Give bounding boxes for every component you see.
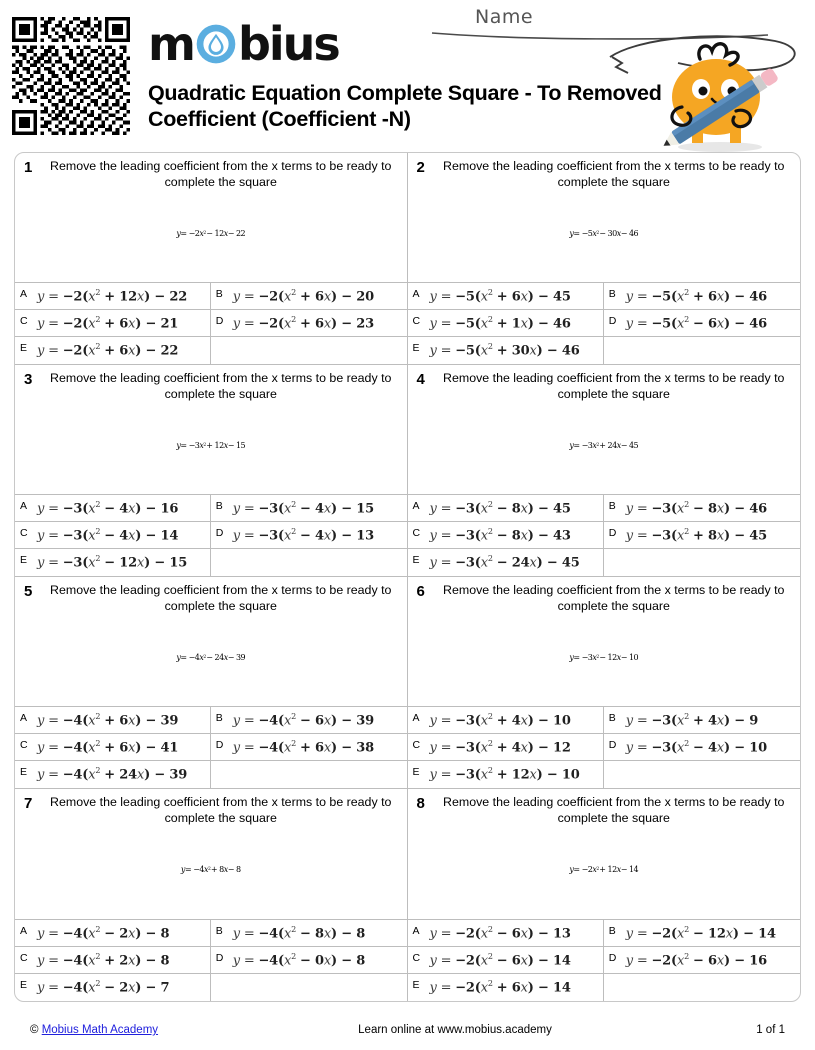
option-letter: C <box>20 952 28 964</box>
option-text: $y = -3(x^2 - 4x) - 14$ <box>37 526 179 544</box>
option-letter: C <box>20 315 28 327</box>
answer-option-e[interactable] <box>408 974 604 1001</box>
question-header <box>15 789 407 827</box>
question-number: 5 <box>24 583 33 600</box>
answer-row <box>408 761 801 788</box>
questions-grid <box>14 152 801 1002</box>
option-text: $y = -4(x^2 - 6x) - 39$ <box>232 711 374 729</box>
question-header <box>15 577 407 615</box>
option-text: $y = -3(x^2 + 12x) - 10$ <box>429 766 580 783</box>
answer-option-c[interactable] <box>15 734 211 760</box>
answer-option-empty <box>211 337 407 364</box>
question-number: 1 <box>24 159 33 176</box>
option-letter: E <box>20 554 28 566</box>
option-text: $y = -2(x^2 + 6x) - 23$ <box>232 314 374 332</box>
answer-row <box>15 522 407 549</box>
question-header <box>408 365 801 403</box>
question-prompt: Remove the leading coefficient from the x terms to be ready to complete the square <box>443 583 785 613</box>
option-letter: C <box>412 739 421 751</box>
answer-option-b[interactable] <box>211 707 407 733</box>
option-letter: C <box>20 527 28 539</box>
answer-row <box>408 974 801 1001</box>
option-letter: C <box>412 952 421 964</box>
answer-option-empty <box>604 974 800 1001</box>
answer-option-d[interactable] <box>211 310 407 336</box>
question-equation: y = −4 x 2 − 24 x − 39 <box>176 652 246 662</box>
question-prompt: Remove the leading coefficient from the x terms to be ready to complete the square <box>443 159 785 189</box>
answer-row <box>15 974 407 1001</box>
question-card-6 <box>408 577 801 789</box>
option-letter: B <box>608 500 616 512</box>
question-card-5 <box>15 577 408 789</box>
option-letter: E <box>20 766 28 778</box>
answer-option-d[interactable] <box>604 947 800 973</box>
question-card-8 <box>408 789 801 1001</box>
answer-option-e[interactable] <box>408 761 604 788</box>
option-letter: E <box>412 554 420 566</box>
answer-row <box>408 549 801 576</box>
answer-option-a[interactable] <box>408 920 604 946</box>
option-text: $y = -5(x^2 - 6x) - 46$ <box>625 314 767 332</box>
answer-option-empty <box>604 549 800 576</box>
answer-option-b[interactable] <box>604 920 800 946</box>
answer-option-e[interactable] <box>15 549 211 576</box>
option-letter: C <box>412 315 421 327</box>
answer-options <box>408 919 801 1001</box>
answer-option-empty <box>604 337 800 364</box>
question-number: 7 <box>24 795 33 812</box>
option-letter: D <box>215 739 224 751</box>
qr-code[interactable] <box>12 17 130 135</box>
option-text: $y = -5(x^2 + 6x) - 45$ <box>429 287 571 305</box>
option-letter: B <box>215 500 223 512</box>
option-text: $y = -3(x^2 - 4x) - 15$ <box>232 499 374 517</box>
option-letter: D <box>215 315 224 327</box>
option-text: $y = -4(x^2 + 24x) - 39$ <box>37 766 188 783</box>
answer-option-d[interactable] <box>211 734 407 760</box>
logo-text-right: bius <box>237 17 339 71</box>
option-letter: C <box>20 739 28 751</box>
answer-option-empty <box>211 761 407 788</box>
question-prompt: Remove the leading coefficient from the x terms to be ready to complete the square <box>50 159 392 189</box>
answer-option-c[interactable] <box>408 310 604 336</box>
answer-options <box>15 494 407 576</box>
answer-options <box>408 706 801 788</box>
answer-option-a[interactable] <box>15 920 211 946</box>
option-letter: B <box>215 925 223 937</box>
question-prompt: Remove the leading coefficient from the x terms to be ready to complete the square <box>50 583 392 613</box>
option-letter: B <box>215 288 223 300</box>
answer-option-c[interactable] <box>15 522 211 548</box>
answer-options <box>15 282 407 364</box>
question-equation: y = −2 x 2 + 12 x − 14 <box>569 865 639 875</box>
copyright-symbol: © <box>30 1024 39 1036</box>
option-text: $y = -2(x^2 - 6x) - 13$ <box>429 924 571 942</box>
question-prompt: Remove the leading coefficient from the x terms to be ready to complete the square <box>443 371 785 401</box>
question-card-4 <box>408 365 801 577</box>
question-header <box>15 153 407 191</box>
answer-options <box>15 919 407 1001</box>
answer-row <box>408 920 801 947</box>
option-letter: A <box>20 925 28 937</box>
question-header <box>408 789 801 827</box>
question-header <box>15 365 407 403</box>
option-text: $y = -3(x^2 + 4x) - 12$ <box>429 738 571 756</box>
answer-row <box>15 707 407 734</box>
question-header <box>408 153 801 191</box>
answer-option-d[interactable] <box>211 947 407 973</box>
question-card-7 <box>15 789 408 1001</box>
answer-option-empty <box>211 974 407 1001</box>
answer-row <box>408 310 801 337</box>
answer-option-c[interactable] <box>408 734 604 760</box>
answer-option-d[interactable] <box>604 734 800 760</box>
answer-option-a[interactable] <box>15 707 211 733</box>
question-number: 2 <box>416 159 425 176</box>
option-letter: B <box>215 712 223 724</box>
option-letter: D <box>608 739 617 751</box>
answer-row <box>15 920 407 947</box>
answer-row <box>15 283 407 310</box>
question-card-3 <box>15 365 408 577</box>
question-prompt: Remove the leading coefficient from the x terms to be ready to complete the square <box>50 371 392 401</box>
question-equation: y = −3 x 2 + 12 x − 15 <box>176 440 246 450</box>
question-prompt: Remove the leading coefficient from the x terms to be ready to complete the square <box>50 795 392 825</box>
option-text: $y = -4(x^2 + 6x) - 41$ <box>37 738 179 756</box>
question-card-2 <box>408 153 801 365</box>
question-prompt: Remove the leading coefficient from the x terms to be ready to complete the square <box>443 795 785 825</box>
question-card-1 <box>15 153 408 365</box>
answer-row <box>408 495 801 522</box>
answer-option-b[interactable] <box>604 495 800 521</box>
option-text: $y = -4(x^2 - 2x) - 8$ <box>37 924 170 942</box>
option-text: $y = -4(x^2 - 2x) - 7$ <box>37 979 170 996</box>
option-text: $y = -3(x^2 - 12x) - 15$ <box>37 554 188 571</box>
option-text: $y = -4(x^2 + 6x) - 39$ <box>37 711 179 729</box>
answer-option-e[interactable] <box>408 337 604 364</box>
option-text: $y = -2(x^2 - 12x) - 14$ <box>625 924 776 942</box>
answer-option-a[interactable] <box>408 707 604 733</box>
option-letter: E <box>412 342 420 354</box>
page-footer <box>0 1024 815 1036</box>
answer-option-e[interactable] <box>15 337 211 364</box>
answer-option-a[interactable] <box>408 495 604 521</box>
answer-row <box>408 337 801 364</box>
answer-row <box>15 761 407 788</box>
option-letter: A <box>20 712 28 724</box>
option-letter: B <box>608 925 616 937</box>
answer-option-empty <box>604 761 800 788</box>
answer-option-e[interactable] <box>15 761 211 788</box>
option-letter: D <box>608 527 617 539</box>
option-text: $y = -3(x^2 - 8x) - 45$ <box>429 499 571 517</box>
answer-option-d[interactable] <box>211 522 407 548</box>
question-equation: y = −2 x 2 − 12 x − 22 <box>176 228 246 238</box>
option-text: $y = -2(x^2 + 6x) - 20$ <box>232 287 374 305</box>
answer-option-c[interactable] <box>15 310 211 336</box>
page-title: Quadratic Equation Complete Square - To Removed Coefficient (Coefficient -N) <box>148 81 662 132</box>
page-header <box>0 0 815 150</box>
question-number: 8 <box>416 795 425 812</box>
option-text: $y = -2(x^2 - 6x) - 16$ <box>625 951 767 969</box>
option-text: $y = -3(x^2 - 4x) - 10$ <box>625 738 767 756</box>
option-text: $y = -3(x^2 + 8x) - 45$ <box>625 526 767 544</box>
mascot-illustration <box>600 35 815 155</box>
answer-row <box>408 283 801 310</box>
answer-row <box>15 734 407 761</box>
name-label: Name <box>475 6 534 28</box>
question-header <box>408 577 801 615</box>
answer-options <box>408 282 801 364</box>
answer-row <box>408 947 801 974</box>
option-letter: A <box>412 712 420 724</box>
answer-option-a[interactable] <box>408 283 604 309</box>
answer-option-b[interactable] <box>211 920 407 946</box>
option-letter: A <box>20 288 28 300</box>
option-text: $y = -2(x^2 + 12x) - 22$ <box>37 287 188 305</box>
option-text: $y = -2(x^2 + 6x) - 21$ <box>37 314 179 332</box>
option-letter: E <box>20 979 28 991</box>
answer-option-c[interactable] <box>15 947 211 973</box>
answer-option-b[interactable] <box>604 707 800 733</box>
option-letter: E <box>20 342 28 354</box>
option-letter: B <box>608 288 616 300</box>
mobius-math-academy-link[interactable]: Mobius Math Academy <box>41 1024 159 1036</box>
answer-option-a[interactable] <box>15 283 211 309</box>
answer-row <box>15 947 407 974</box>
option-text: $y = -5(x^2 + 30x) - 46$ <box>429 342 580 359</box>
answer-option-c[interactable] <box>408 947 604 973</box>
option-letter: B <box>608 712 616 724</box>
answer-row <box>15 337 407 364</box>
option-letter: E <box>412 766 420 778</box>
question-equation: y = −3 x 2 − 12 x − 10 <box>569 652 639 662</box>
option-letter: A <box>412 925 420 937</box>
answer-option-c[interactable] <box>408 522 604 548</box>
footer-learn-online: Learn online at www.mobius.academy <box>358 1024 552 1036</box>
option-letter: A <box>412 288 420 300</box>
answer-row <box>408 734 801 761</box>
option-letter: A <box>20 500 28 512</box>
option-text: $y = -4(x^2 - 8x) - 8$ <box>232 924 366 942</box>
option-letter: D <box>608 952 617 964</box>
answer-options <box>408 494 801 576</box>
answer-row <box>15 310 407 337</box>
question-equation: y = −3 x 2 + 24 x − 45 <box>569 440 639 450</box>
answer-option-a[interactable] <box>15 495 211 521</box>
option-text: $y = -2(x^2 + 6x) - 22$ <box>37 342 179 359</box>
option-letter: E <box>412 979 420 991</box>
question-number: 3 <box>24 371 33 388</box>
answer-option-d[interactable] <box>604 522 800 548</box>
answer-row <box>408 707 801 734</box>
question-number: 4 <box>416 371 425 388</box>
answer-option-e[interactable] <box>408 549 604 576</box>
question-equation: y = −4 x 2 + 8 x − 8 <box>180 865 241 875</box>
option-text: $y = -2(x^2 - 6x) - 14$ <box>429 951 571 969</box>
option-text: $y = -4(x^2 + 6x) - 38$ <box>232 738 374 756</box>
footer-page-number: 1 of 1 <box>756 1024 785 1036</box>
answer-row <box>15 495 407 522</box>
answer-option-b[interactable] <box>211 495 407 521</box>
option-letter: D <box>215 952 224 964</box>
option-letter: D <box>215 527 224 539</box>
option-text: $y = -3(x^2 - 24x) - 45$ <box>429 554 580 571</box>
question-number: 6 <box>416 583 425 600</box>
option-letter: D <box>608 315 617 327</box>
answer-option-b[interactable] <box>604 283 800 309</box>
answer-options <box>15 706 407 788</box>
answer-option-b[interactable] <box>211 283 407 309</box>
question-equation: y = −5 x 2 − 30 x − 46 <box>569 228 639 238</box>
mobius-droplet-logo-icon <box>195 23 237 65</box>
option-text: $y = -5(x^2 + 1x) - 46$ <box>429 314 571 332</box>
option-text: $y = -4(x^2 + 2x) - 8$ <box>37 951 170 969</box>
option-text: $y = -3(x^2 + 4x) - 10$ <box>429 711 571 729</box>
answer-row <box>408 522 801 549</box>
answer-option-e[interactable] <box>15 974 211 1001</box>
option-text: $y = -2(x^2 + 6x) - 14$ <box>429 979 571 996</box>
logo-text-left: m <box>148 17 194 71</box>
option-text: $y = -3(x^2 - 8x) - 43$ <box>429 526 571 544</box>
option-text: $y = -3(x^2 + 4x) - 9$ <box>625 711 759 729</box>
option-text: $y = -5(x^2 + 6x) - 46$ <box>625 287 767 305</box>
option-text: $y = -3(x^2 - 4x) - 16$ <box>37 499 179 517</box>
option-text: $y = -4(x^2 - 0x) - 8$ <box>232 951 366 969</box>
footer-copyright <box>30 1024 275 1036</box>
answer-option-empty <box>211 549 407 576</box>
answer-option-d[interactable] <box>604 310 800 336</box>
option-text: $y = -3(x^2 - 8x) - 46$ <box>625 499 767 517</box>
answer-row <box>15 549 407 576</box>
option-text: $y = -3(x^2 - 4x) - 13$ <box>232 526 374 544</box>
option-letter: A <box>412 500 420 512</box>
option-letter: C <box>412 527 421 539</box>
